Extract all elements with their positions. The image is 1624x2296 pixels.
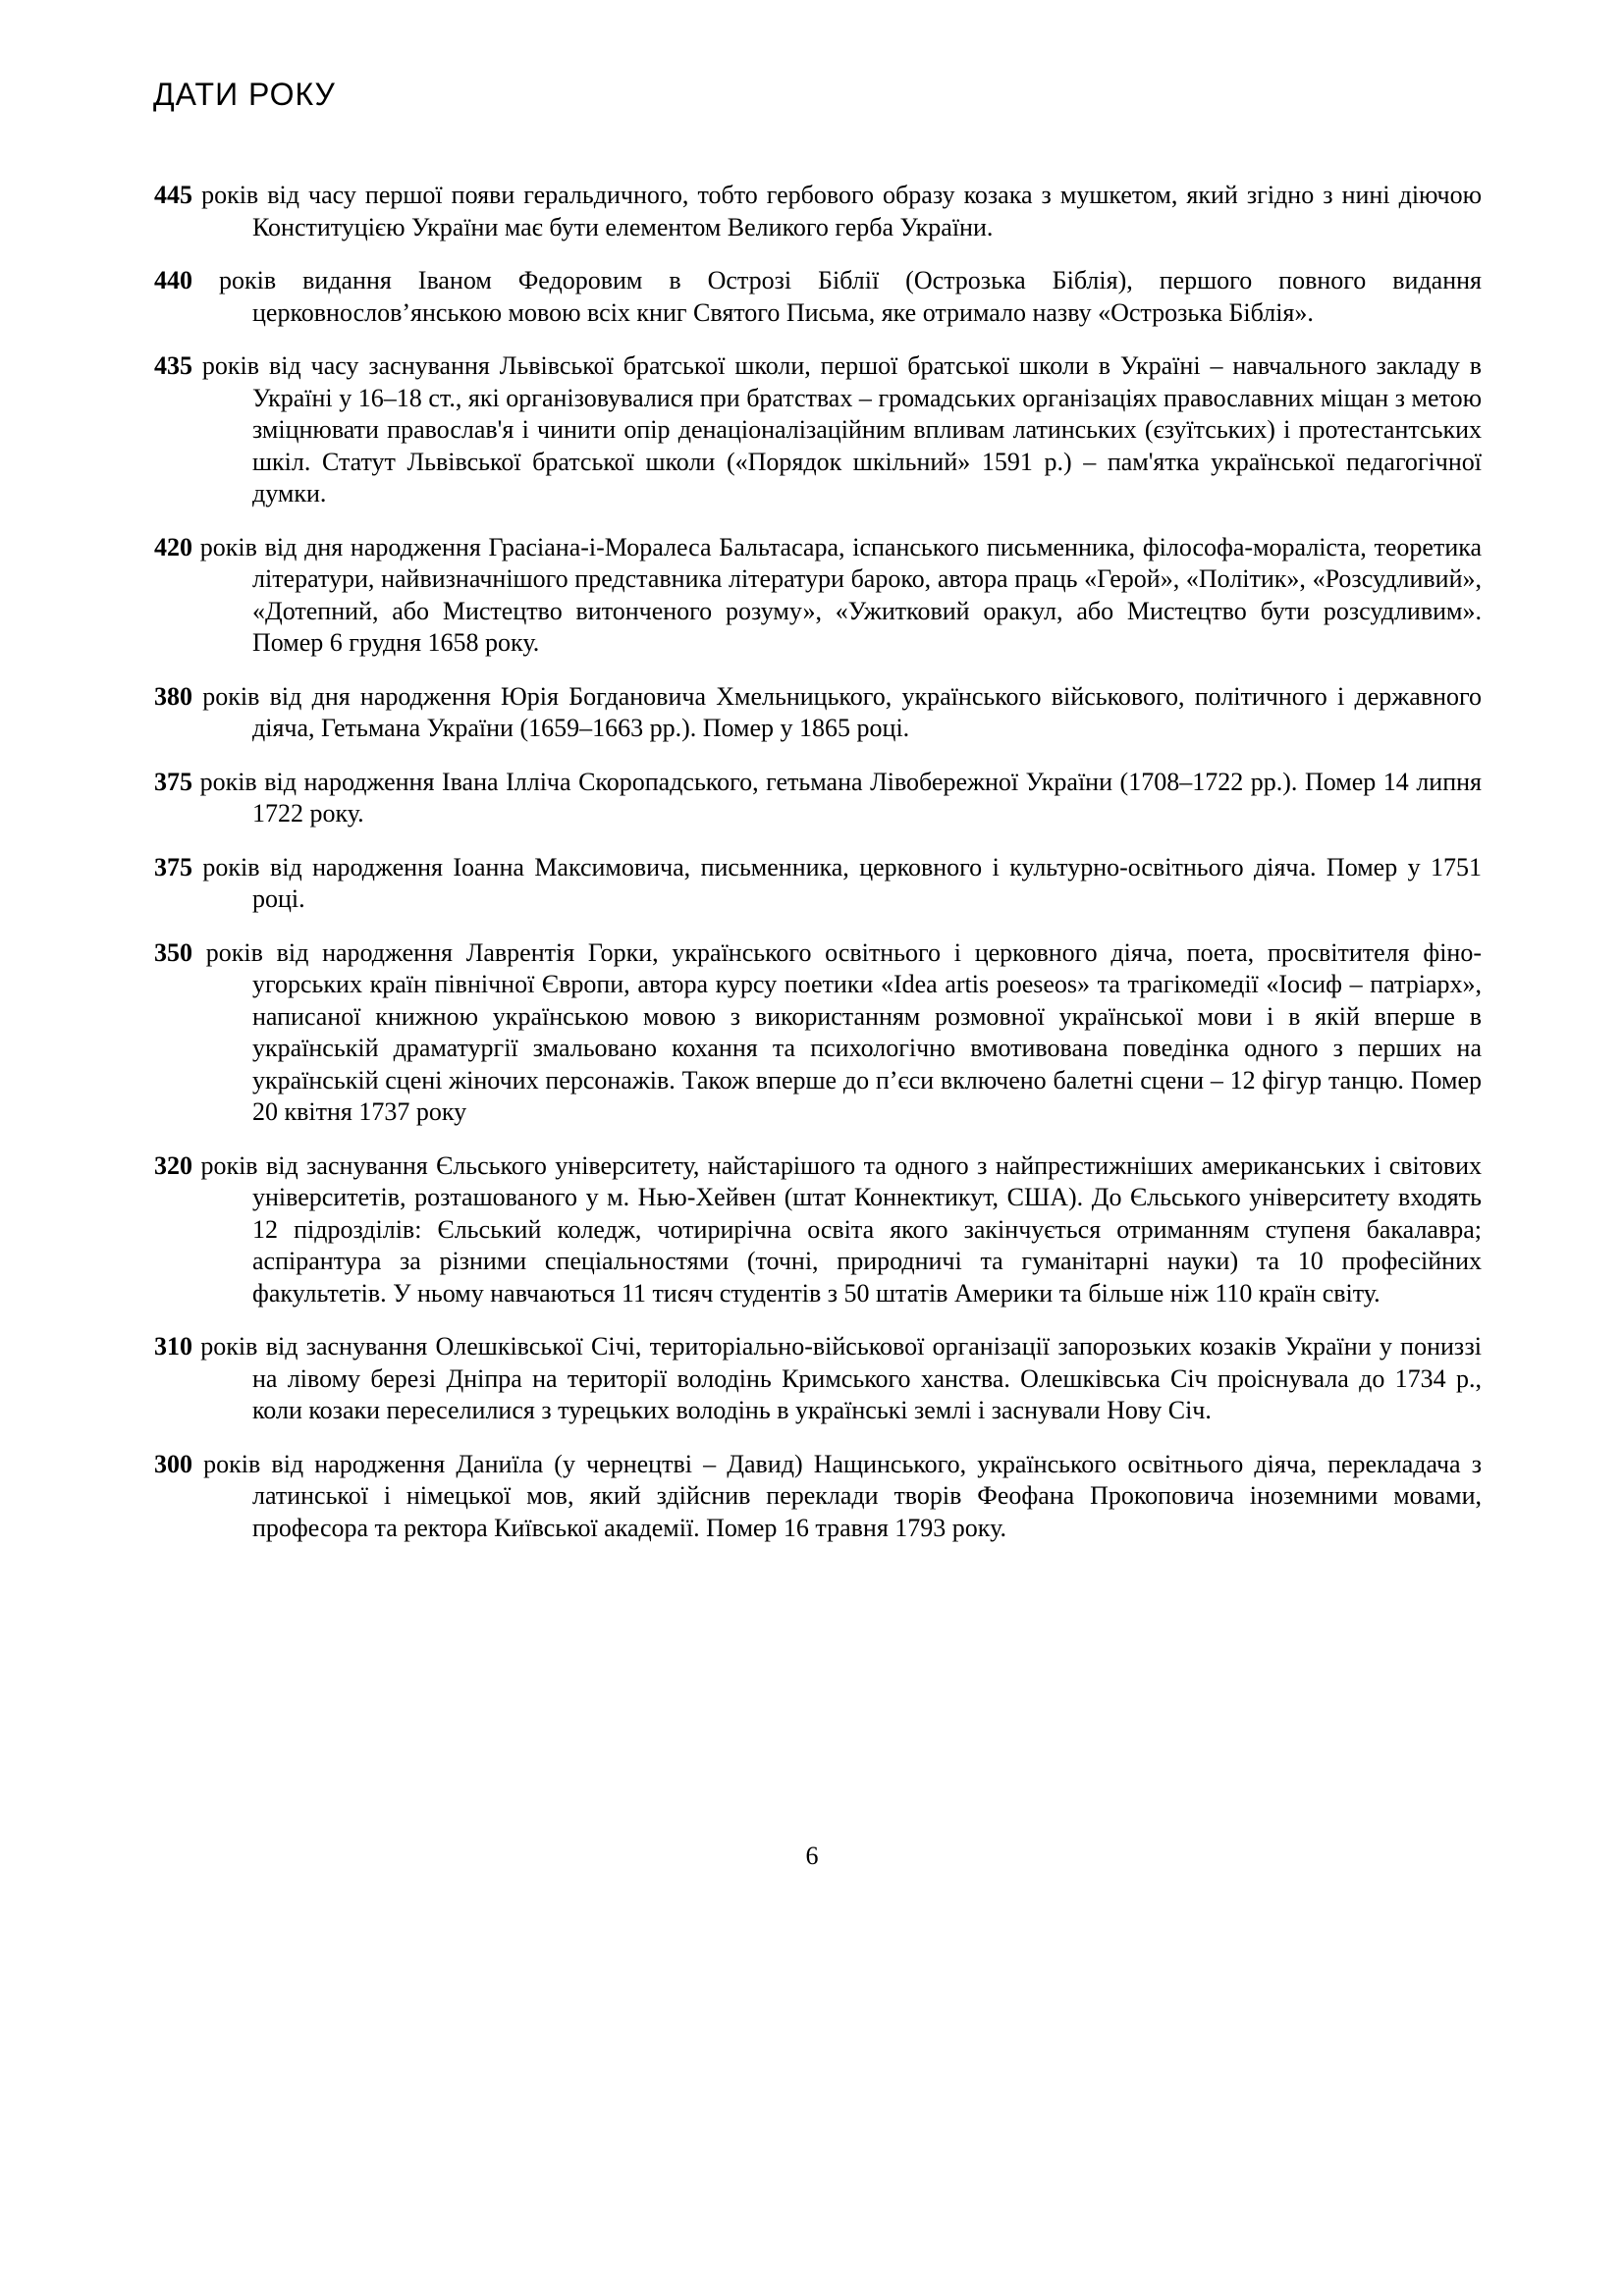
anniversary-number: 375: [154, 767, 192, 796]
anniversary-entry: [154, 350, 1482, 510]
anniversary-list: [154, 180, 1482, 1566]
anniversary-number: 300: [154, 1449, 192, 1478]
anniversary-text: років від заснування Олешківської Січі, територіально-військової організації запорозьких козаків України у пониззі на лівому березі Дніпра на території володінь Кримського ханства. Олешківська Січ проіснувала до 1734 р., коли козаки переселилися з турецьких володінь в українські землі і заснували Нову Січ.: [200, 1332, 1482, 1424]
anniversary-text: років від народження Лаврентія Горки, українського освітнього і церковного діяча, поета, просвітителя фіно-угорських країн північної Європи, автора курсу поетики «Idea artis poeseos» та трагікомедії «Іосиф – патріарх», написаної книжною українською мовою з використанням розмовної української мови і в якій вперше в українській драматургії змальовано кохання та психологічно вмотивована поведінка одного з перших на українській сцені жіночих персонажів. Також вперше до п’єси включено балетні сцени – 12 фігур танцю. Помер 20 квітня 1737 року: [205, 937, 1483, 1126]
anniversary-number: 375: [154, 852, 192, 881]
anniversary-number: 380: [154, 681, 192, 711]
anniversary-entry: [154, 180, 1482, 243]
anniversary-number: 310: [154, 1332, 192, 1361]
anniversary-number: 350: [154, 937, 192, 967]
anniversary-text: років від народження Івана Ілліча Скоропадського, гетьмана Лівобережної України (1708–1722 рр.). Помер 14 липня 1722 року.: [199, 767, 1483, 828]
anniversary-text: років від часу першої появи геральдичного, тобто гербового образу козака з мушкетом, який згідно з нині діючою Конституцією України має бути елементом Великого герба України.: [201, 181, 1482, 241]
page-number: 6: [805, 1842, 819, 1870]
anniversary-entry: [154, 767, 1482, 830]
anniversary-number: 440: [154, 266, 192, 294]
anniversary-text: років від заснування Єльського університету, найстарішого та одного з найпрестижніших американських і світових університетів, розташованого у м. Нью-Хейвен (штат Коннектикут, США). До Єльського університету входять 12 підрозділів: Єльський коледж, чотирирічна освіта якого закінчується отриманням ступеня бакалавра; аспірантура за різними спеціальностями (точні, природничі та гуманітарні науки) та 10 професійних факультетів. У ньому навчаються 11 тисяч студентів з 50 штатів Америки та більше ніж 110 країн світу.: [200, 1150, 1482, 1308]
anniversary-number: 420: [154, 532, 192, 561]
anniversary-text: років видання Іваном Федоровим в Острозі Біблії (Острозька Біблія), першого повного видання церковнослов’янською мовою всіх книг Святого Письма, яке отримало назву «Острозька Біблія».: [218, 266, 1482, 327]
page-header-title: ДАТИ РОКУ: [153, 77, 336, 112]
anniversary-text: років від дня народження Юрія Богдановича Хмельницького, українського військового, політичного і державного діяча, Гетьмана України (1659–1663 рр.). Помер у 1865 році.: [202, 681, 1482, 742]
anniversary-number: 320: [154, 1150, 192, 1180]
anniversary-entry: [154, 265, 1482, 329]
anniversary-entry: [154, 852, 1482, 916]
anniversary-entry: [154, 1331, 1482, 1427]
anniversary-entry: [154, 937, 1482, 1129]
anniversary-number: 435: [154, 351, 192, 380]
anniversary-entry: [154, 532, 1482, 660]
anniversary-text: років від народження Даниїла (у чернецтві – Давид) Нащинського, українського освітнього діяча, перекладача з латинської і німецької мов, який здійснив переклади творів Феофана Прокоповича іноземними мовами, професора та ректора Київської академії. Помер 16 травня 1793 року.: [203, 1449, 1483, 1542]
anniversary-text: років від народження Іоанна Максимовича, письменника, церковного і культурно-освітнього діяча. Помер у 1751 році.: [202, 852, 1483, 913]
anniversary-entry: [154, 1150, 1482, 1310]
anniversary-number: 445: [154, 181, 192, 209]
anniversary-entry: [154, 1449, 1482, 1545]
anniversary-text: років від дня народження Грасіана-і-Моралеса Бальтасара, іспанського письменника, філософа-мораліста, теоретика літератури, найвизначнішого представника літератури бароко, автора праць «Герой», «Політик», «Розсудливий», «Дотепний, або Мистецтво витонченого розуму», «Ужитковий оракул, або Мистецтво бути розсудливим». Помер 6 грудня 1658 року.: [199, 532, 1483, 657]
anniversary-entry: [154, 681, 1482, 745]
anniversary-text: років від часу заснування Львівської братської школи, першої братської школи в Україні – навчального закладу в Україні у 16–18 ст., які організовувалися при братствах – громадських організаціях православних міщан з метою зміцнювати православ'я і чинити опір денаціоналізаційним впливам латинських (єзуїтських) і протестантських шкіл. Статут Львівської братської школи («Порядок шкільний» 1591 р.) – пам'ятка української педагогічної думки.: [201, 351, 1483, 507]
